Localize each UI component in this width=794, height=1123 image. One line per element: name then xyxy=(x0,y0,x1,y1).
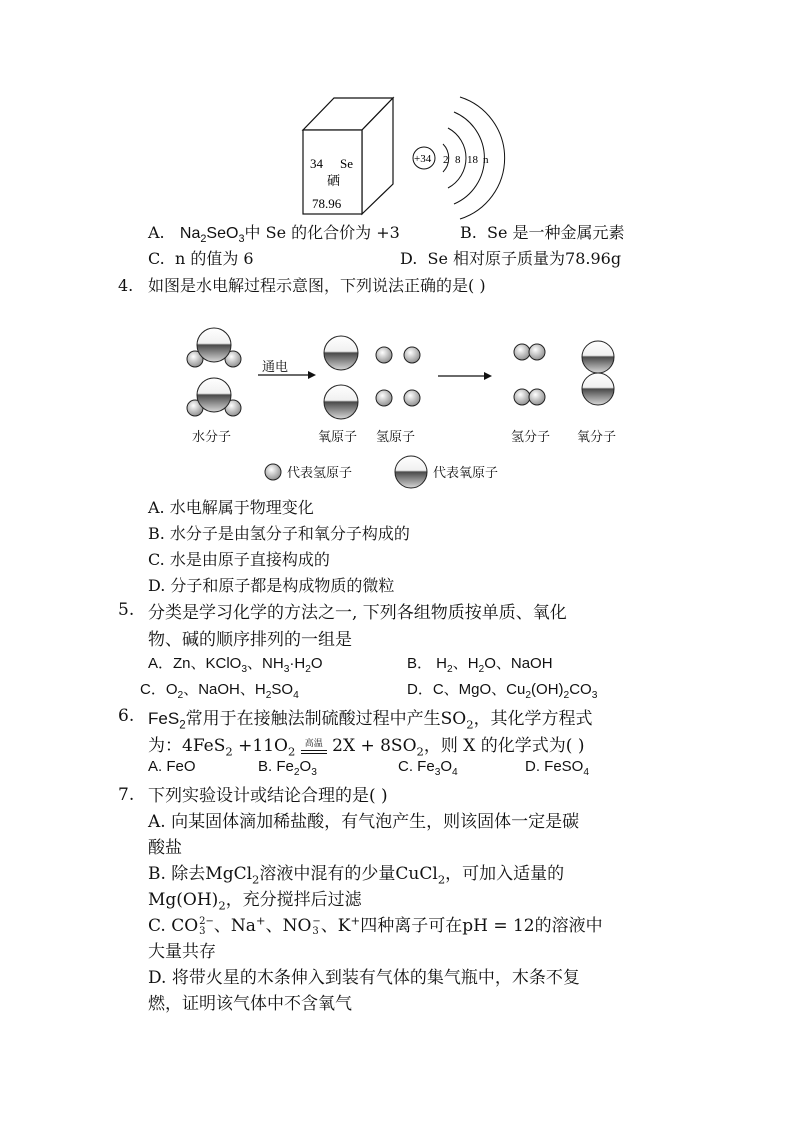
q3-option-d: D. Se 相对原子质量为78.96g xyxy=(400,249,622,268)
element-symbol: Se xyxy=(340,156,353,171)
q7-option-c-line2: 大量共存 xyxy=(148,942,216,962)
legend-hydrogen-swatch xyxy=(265,464,281,480)
q4-option-c: C. 水是由原子直接构成的 xyxy=(148,550,330,569)
q4-option-d: D. 分子和原子都是构成物质的微粒 xyxy=(148,576,395,595)
label-oxygen-atom: 氧原子 xyxy=(318,429,358,444)
label-hydrogen-atom: 氢原子 xyxy=(376,429,416,444)
q3-option-b: B. Se 是一种金属元素 xyxy=(460,223,625,242)
q6-number: 6. xyxy=(118,706,135,726)
arrow-2-head xyxy=(484,372,492,380)
q7-number: 7. xyxy=(118,785,135,805)
q6-option-b: B. $Fe_2O_3$ xyxy=(258,758,317,778)
q4-option-b: B. 水分子是由氢分子和氧分子构成的 xyxy=(148,524,410,543)
selenium-diagram xyxy=(290,92,510,220)
shell-count-3: 18 xyxy=(467,154,478,166)
q7-option-a-line1: A. 向某固体滴加稀盐酸，有气泡产生，则该固体一定是碳 xyxy=(148,812,580,832)
reaction-condition: 高温 xyxy=(301,740,327,754)
legend-oxygen-swatch xyxy=(395,456,427,488)
q5-stem-line2: 物、碱的顺序排列的一组是 xyxy=(148,630,352,650)
q4-option-a: A. 水电解属于物理变化 xyxy=(148,498,314,517)
label-hydrogen-molecule: 氢分子 xyxy=(511,429,551,444)
q7-option-b-line1: B. 除去MgCl$_2$溶液中混有的少量CuCl$_2$，可加入适量的 xyxy=(148,864,565,887)
hydrogen-atom-2 xyxy=(404,347,420,363)
q5-number: 5. xyxy=(118,600,135,620)
q6-option-a: A. FeO xyxy=(148,758,196,775)
q6-option-d: D. FeSO$_4$ xyxy=(525,758,590,778)
q7-option-d-line1: D. 将带火星的木条伸入到装有气体的集气瓶中，木条不复 xyxy=(148,968,580,988)
atomic-number: 34 xyxy=(310,156,323,171)
q4-stem: 如图是水电解过程示意图，下列说法正确的是( ) xyxy=(148,276,486,295)
water-molecule-1 xyxy=(187,328,241,367)
hydrogen-molecule-2 xyxy=(514,389,545,405)
q3-option-a: A. $Na_2SeO_3$中 Se 的化合价为 +3 xyxy=(148,223,400,246)
q7-option-a-line2: 酸盐 xyxy=(148,838,182,858)
q6-equation-line: 为：$4FeS_2 +11O_2$ 高温 $2X + 8SO_2$，则 X 的化学式为( ) xyxy=(148,736,585,759)
hydrogen-molecule-1 xyxy=(514,344,545,360)
q6-option-c: C. $Fe_3O_4$ xyxy=(398,758,458,778)
q5-stem-line1: 分类是学习化学的方法之一, 下列各组物质按单质、氧化 xyxy=(148,603,567,623)
legend-oxygen-label: 代表氧原子 xyxy=(433,465,499,480)
q6-stem-line1: FeS$_2$常用于在接触法制硫酸过程中产生$SO_2$，其化学方程式 xyxy=(148,709,593,732)
water-electrolysis-diagram xyxy=(180,320,630,490)
q3-option-c: C. n 的值为 6 xyxy=(148,249,254,268)
label-water-molecule: 水分子 xyxy=(192,429,232,444)
water-molecule-2 xyxy=(187,378,241,416)
legend-hydrogen-label: 代表氢原子 xyxy=(287,465,353,480)
arrow-label-electricity: 通电 xyxy=(262,359,289,374)
q7-stem: 下列实验设计或结论合理的是( ) xyxy=(148,786,388,806)
label-oxygen-molecule: 氧分子 xyxy=(577,429,617,444)
q7-option-c-line1: C. CO 2− 3 、Na+、NO − 3 、K+四种离子可在pH = 12的溶液中 xyxy=(148,913,603,937)
q7-option-d-line2: 燃，证明该气体中不含氧气 xyxy=(148,994,352,1014)
hydrogen-atom-4 xyxy=(404,390,420,406)
hydrogen-atom-1 xyxy=(376,347,392,363)
q4-number: 4. xyxy=(118,276,134,295)
q7-option-b-line2: $Mg(OH)_2$，充分搅拌后过滤 xyxy=(148,890,362,913)
q5-option-d: D．C、MgO、$Cu_2(OH)_2CO_3$ xyxy=(407,681,598,701)
q5-option-b: B． $H_2$、$H_2O$、NaOH xyxy=(407,655,553,675)
arrow-1-head xyxy=(308,371,316,379)
hydrogen-atom-3 xyxy=(376,390,392,406)
oxygen-atom-1 xyxy=(324,336,358,370)
shell-count-2: 8 xyxy=(455,154,461,166)
element-name: 硒 xyxy=(327,173,341,188)
oxygen-atom-2 xyxy=(324,385,358,419)
shell-count-4: n xyxy=(483,154,489,166)
atomic-mass: 78.96 xyxy=(312,196,342,211)
oxygen-molecule xyxy=(582,341,614,405)
q5-option-c: C．$O_2$、NaOH、$H_2SO_4$ xyxy=(140,681,299,701)
shell-count-1: 2 xyxy=(443,154,449,166)
q5-option-a: A．Zn、KClO$_3$、$NH_3\cdot H_2O$ xyxy=(148,655,323,675)
nucleus-charge: +34 xyxy=(414,153,432,165)
